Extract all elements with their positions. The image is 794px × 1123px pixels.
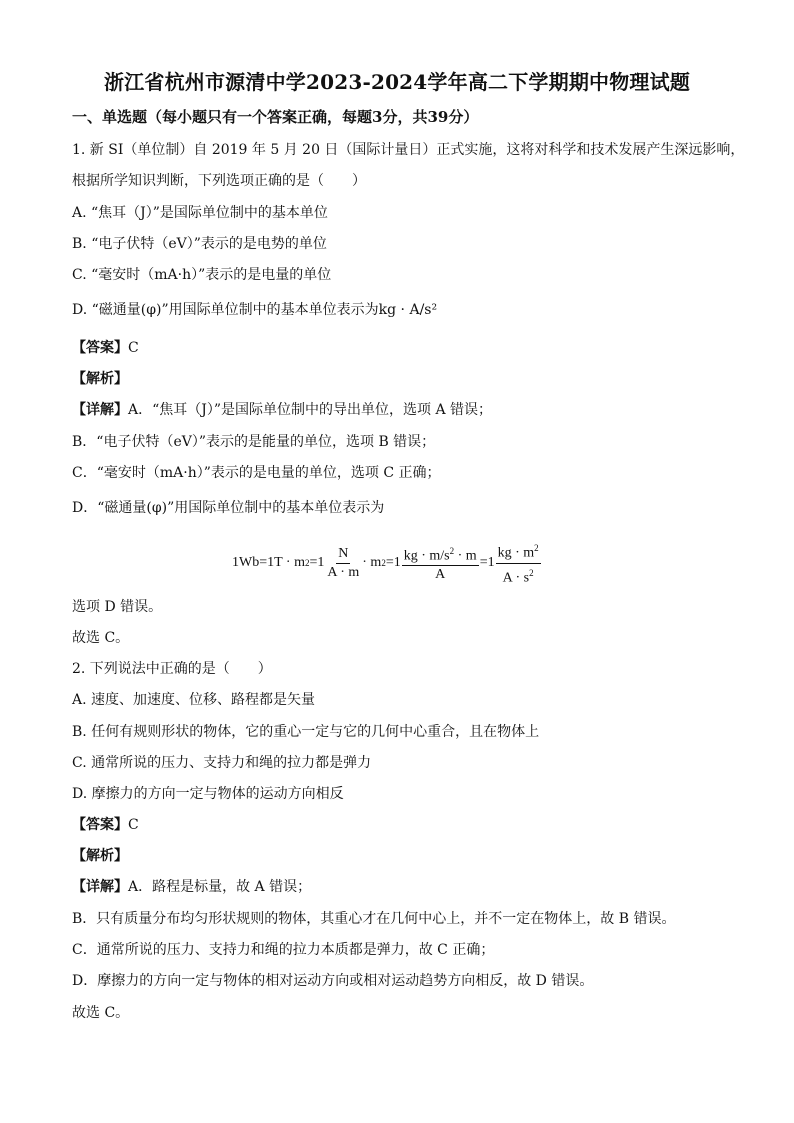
answer-value: C [128, 817, 139, 833]
q1-option-d: D. “磁通量(φ)”用国际单位制中的基本单位表示为kg · A/s² [72, 302, 438, 318]
q1-analysis-tag: 【解析】 [72, 371, 128, 387]
q1-stem-line-1: 1. 新 SI（单位制）自 2019 年 5 月 20 日（国际计量日）正式实施，这将对科学和技术发展产生深远影响， [72, 142, 745, 158]
formula-part-2: · m [362, 555, 382, 570]
q2-detail-b: B．只有质量分布均匀形状规则的物体，其重心才在几何中心上，并不一定在物体上，故 B 错误。 [72, 911, 676, 927]
q2-option-a: A. 速度、加速度、位移、路程都是矢量 [72, 692, 316, 708]
q2-detail-a [72, 877, 732, 897]
formula-eq-1: =1 [309, 555, 325, 570]
detail-tag: 【详解】 [72, 879, 128, 895]
fraction-1 [325, 546, 361, 581]
detail-a-text: A．“焦耳（J）”是国际单位制中的导出单位，选项 A 错误； [128, 402, 493, 418]
q2-analysis-tag: 【解析】 [72, 848, 128, 864]
q1-detail-b: B．“电子伏特（eV）”表示的是能量的单位，选项 B 错误； [72, 434, 436, 450]
formula-exp-1: 2 [304, 558, 310, 568]
q2-detail-c: C．通常所说的压力、支持力和绳的拉力本质都是弹力，故 C 正确； [72, 942, 495, 958]
q2-detail-d: D．摩擦力的方向一定与物体的相对运动方向或相对运动趋势方向相反，故 D 错误。 [72, 973, 594, 989]
flux-unit-formula [232, 540, 542, 586]
q1-stem-line-2: 根据所学知识判断，下列选项正确的是（ ） [72, 173, 366, 189]
answer-tag: 【答案】 [72, 817, 128, 833]
q1-d-wrong: 选项 D 错误。 [72, 599, 163, 615]
formula-part-1: 1Wb=1T · m [232, 555, 305, 570]
fraction-1-numerator: N [336, 546, 350, 564]
fraction-3-num-exp: 2 [534, 542, 539, 553]
q1-option-b: B. “电子伏特（eV）”表示的是电势的单位 [72, 236, 327, 252]
formula-eq-2: =1 [385, 555, 401, 570]
fraction-2-num-tail: · m [454, 548, 477, 564]
fraction-3-num-main: kg · m [497, 545, 535, 561]
formula-exp-2: 2 [381, 558, 386, 568]
fraction-3-den-main: A · s [502, 570, 530, 586]
q1-detail-d: D．“磁通量(φ)”用国际单位制中的基本单位表示为 [72, 500, 385, 516]
fraction-3 [496, 540, 541, 586]
q1-detail-a [72, 400, 732, 420]
fraction-2-num-main: kg · m/s [403, 548, 450, 564]
fraction-2-num-exp: 2 [449, 545, 455, 556]
detail-tag: 【详解】 [72, 402, 128, 418]
q2-option-b: B. 任何有规则形状的物体，它的重心一定与它的几何中心重合，且在物体上 [72, 724, 540, 740]
q2-option-c: C. 通常所说的压力、支持力和绳的拉力都是弹力 [72, 755, 372, 771]
section-heading: 一、单选题（每小题只有一个答案正确，每题3分，共39分） [72, 108, 479, 126]
fraction-3-den-exp: 2 [529, 567, 534, 578]
page-title: 浙江省杭州市源清中学2023-2024学年高二下学期期中物理试题 [103, 70, 691, 94]
detail-a-text: A．路程是标量，故 A 错误； [128, 879, 312, 895]
q1-option-c: C. “毫安时（mA·h）”表示的是电量的单位 [72, 267, 332, 283]
q1-detail-c: C．“毫安时（mA·h）”表示的是电量的单位，选项 C 正确； [72, 465, 441, 481]
q1-choose: 故选 C。 [72, 630, 130, 646]
q2-choose: 故选 C。 [72, 1005, 130, 1021]
answer-tag: 【答案】 [72, 340, 128, 356]
fraction-2-numerator [402, 543, 479, 567]
fraction-3-numerator [496, 540, 541, 564]
q2-answer-line [72, 815, 732, 835]
fraction-1-denominator: A · m [327, 564, 360, 580]
formula-eq-3: =1 [479, 555, 495, 570]
q2-stem: 2. 下列说法中正确的是（ ） [72, 661, 272, 677]
answer-value: C [128, 340, 139, 356]
q2-option-d: D. 摩擦力的方向一定与物体的运动方向相反 [72, 786, 344, 802]
fraction-2-denominator: A [435, 567, 446, 583]
q1-answer-line [72, 338, 732, 358]
fraction-3-denominator [501, 564, 536, 587]
fraction-2 [402, 543, 479, 584]
q1-option-a: A. “焦耳（J）”是国际单位制中的基本单位 [72, 205, 328, 221]
